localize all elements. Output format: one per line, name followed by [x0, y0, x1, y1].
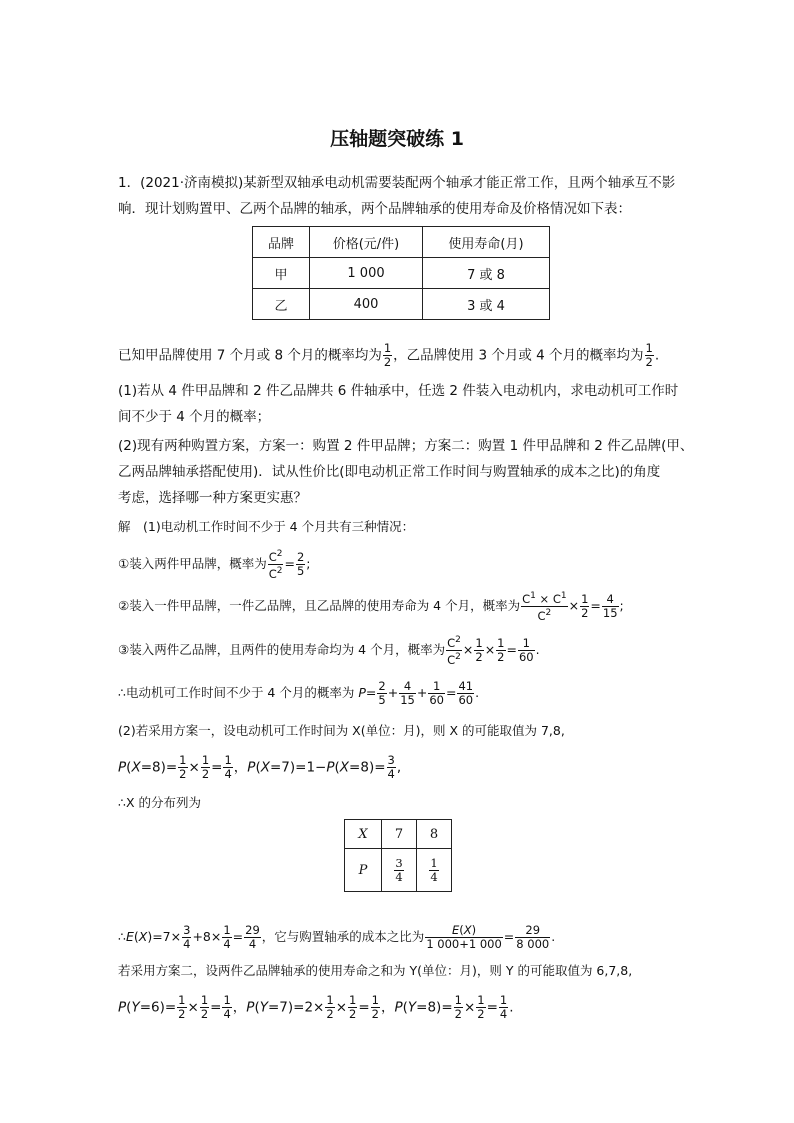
table-header-cell: 7 — [382, 820, 417, 849]
problem-line-2: 响．现计划购置甲、乙两个品牌的轴承，两个品牌轴承的使用寿命及价格情况如下表： — [118, 201, 631, 217]
brand-table — [252, 226, 550, 320]
table-cell: 1 000 — [310, 258, 423, 289]
fraction: $\frac{1}{2}$ — [645, 341, 653, 369]
probability-statement: 已知甲品牌使用 7 个月或 8 个月的概率均为 $\frac{1}{2}$ ，乙品牌使用 3 个月或 4 个月的概率均为 $\frac{1}{2}$ . — [118, 341, 660, 369]
plan-2-probabilities: P(Y=6)= $\frac{1}{2}$ × $\frac{1}{2}$ = $\frac{1}{4}$ ，P(Y=7)=2× $\frac{1}{2}$ × $\frac{1}{2}$ = $\frac{1}{2}$ ，P(Y=8)= $\frac{1}{2}$ × $\frac{1}{2}$ = $\frac{1}{4}$ . — [118, 993, 514, 1021]
question-2-line-3: 考虑，选择哪一种方案更实惠？ — [118, 490, 307, 506]
table-cell: 3 或 4 — [423, 289, 550, 320]
problem-line-1: 1．(2021·济南模拟)某新型双轴承电动机需要装配两个轴承才能正常工作，且两个轴承互不影 — [118, 175, 676, 191]
page-title: 压轴题突破练 1 — [330, 128, 464, 150]
table-header-cell: 价格(元/件) — [310, 227, 423, 258]
table-cell: $\frac{1}{4}$ — [417, 849, 452, 892]
solution-plan-2: 若采用方案二，设两件乙品牌轴承的使用寿命之和为 Y(单位：月)，则 Y 的可能取值为 6,7,8, — [118, 963, 633, 978]
table-cell: 400 — [310, 289, 423, 320]
table-cell: P — [345, 849, 382, 892]
table-header-cell: 8 — [417, 820, 452, 849]
table-cell: 甲 — [253, 258, 310, 289]
plan-1-probabilities: P(X=8)= $\frac{1}{2}$ × $\frac{1}{2}$ = $\frac{1}{4}$ ，P(X=7)=1−P(X=8)= $\frac{3}{4}$ , — [118, 753, 402, 781]
table-row — [253, 289, 550, 320]
fraction: $\frac{1}{2}$ — [383, 341, 392, 369]
table-cell: $\frac{3}{4}$ — [382, 849, 417, 892]
table-row — [253, 258, 550, 289]
table-header-cell: X — [345, 820, 382, 849]
table-cell: 乙 — [253, 289, 310, 320]
question-1-line-1: (1)若从 4 件甲品牌和 2 件乙品牌共 6 件轴承中，任选 2 件装入电动机内，求电动机可工作时 — [118, 383, 679, 399]
distribution-intro: ∴X 的分布列为 — [118, 795, 201, 810]
table-header-cell: 使用寿命(月) — [423, 227, 550, 258]
solution-intro: 解 (1)电动机工作时间不少于 4 个月共有三种情况： — [118, 519, 415, 534]
solution-case-2: ②装入一件甲品牌，一件乙品牌，且乙品牌的使用寿命为 4 个月，概率为 $\frac{C^1 \times C^1}{C^2}$ × $\frac{1}{2}$ = $\frac{4}{15}$ ; — [118, 591, 624, 623]
expectation-x: ∴E(X)=7× $\frac{3}{4}$ +8× $\frac{1}{4}$ = $\frac{29}{4}$ ，它与购置轴承的成本之比为 $\frac{E(X)}{1 000+1 000}$ = $\frac{29}{8 000}$ . — [118, 923, 556, 951]
table-cell: 7 或 8 — [423, 258, 550, 289]
table-header-cell: 品牌 — [253, 227, 310, 258]
table-header-row — [253, 227, 550, 258]
solution-plan-1: (2)若采用方案一，设电动机可工作时间为 X(单位：月)，则 X 的可能取值为 7,8, — [118, 723, 565, 738]
question-1-line-2: 间不少于 4 个月的概率； — [118, 409, 271, 425]
solution-sum: ∴电动机可工作时间不少于 4 个月的概率为 P= $\frac{2}{5}$ + $\frac{4}{15}$ + $\frac{1}{60}$ = $\frac{41}{60}$ . — [118, 679, 480, 707]
solution-case-1: ①装入两件甲品牌，概率为 $\frac{C^2}{C^2}$ = $\frac{2}{5}$ ; — [118, 549, 311, 581]
distribution-table — [344, 819, 452, 892]
solution-case-3: ③装入两件乙品牌，且两件的使用寿命均为 4 个月，概率为 $\frac{C^2}{C^2}$ × $\frac{1}{2}$ × $\frac{1}{2}$ = $\frac{1}{60}$ . — [118, 635, 540, 667]
question-2-line-1: (2)现有两种购置方案，方案一：购置 2 件甲品牌；方案二：购置 1 件甲品牌和 2 件乙品牌(甲、 — [118, 438, 694, 454]
question-2-line-2: 乙两品牌轴承搭配使用)．试从性价比(即电动机正常工作时间与购置轴承的成本之比)的角度 — [118, 464, 661, 480]
